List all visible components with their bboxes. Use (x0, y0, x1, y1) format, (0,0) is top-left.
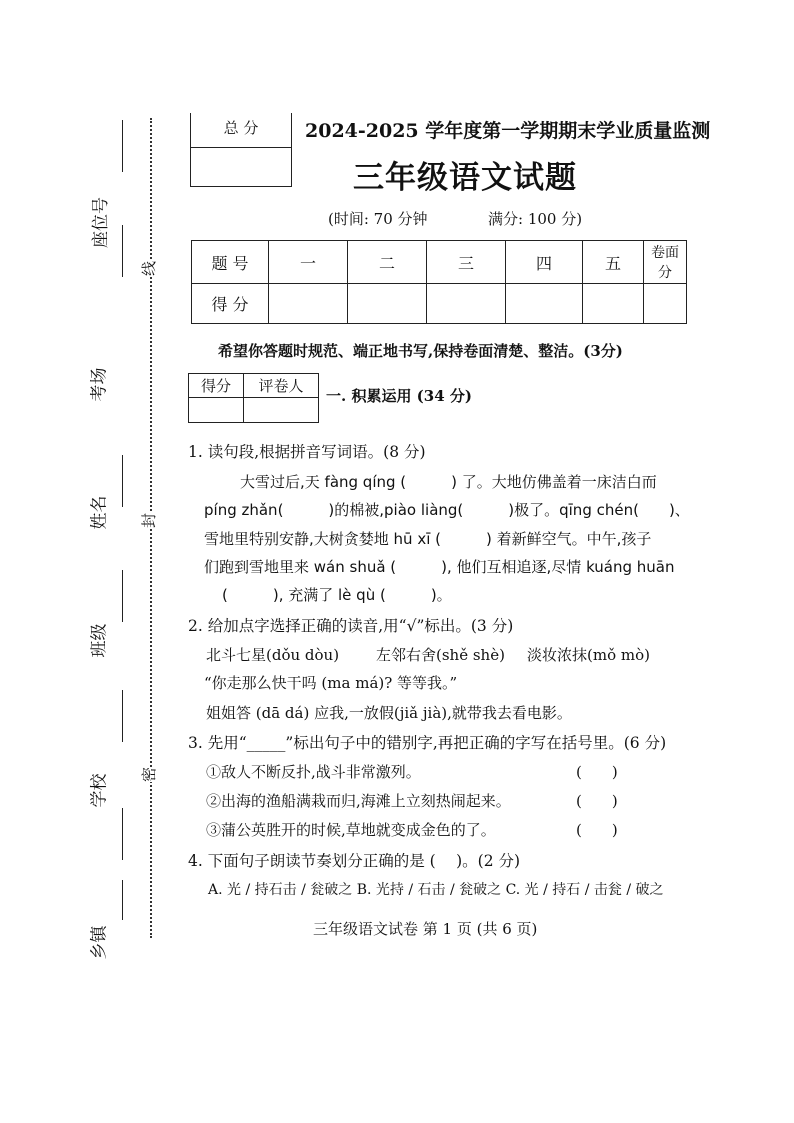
seal-word-line: 线 (136, 261, 161, 276)
instruction-text: 希望你答题时规范、端正地书写,保持卷面清楚、整洁。(3分) (218, 342, 623, 360)
grader-name-label: 评卷人 (244, 374, 319, 398)
seat-number-label: 座位号 (91, 197, 111, 248)
school-label: 学校 (89, 773, 110, 808)
q2-title: 2. 给加点字选择正确的读音,用“√”标出。(3 分) (188, 617, 514, 635)
exam-room-label: 考场 (89, 367, 110, 402)
score-table-col-2: 二 (348, 241, 427, 284)
score-table-col-1: 一 (269, 241, 348, 284)
q3-sentence-2: ②出海的渔船满栽而归,海滩上立刻热闹起来。 (206, 792, 511, 810)
section1-title: 一. 积累运用 (34 分) (326, 387, 472, 405)
q4-options: A. 光 / 持石击 / 瓮破之 B. 光持 / 石击 / 瓮破之 C. 光 / 持石 / 击瓮 / 破之 (208, 882, 664, 898)
score-table-row-label: 得 分 (192, 284, 269, 324)
q2-line-3: 姐姐答 (dā dá) 应我,一放假(jiǎ jià),就带我去看电影。 (206, 704, 572, 722)
q2-item-1: 北斗七星(dǒu dòu) (206, 646, 340, 664)
score-cell[interactable] (269, 284, 348, 324)
q1-line3: 雪地里特别安静,大树贪婪地 hū xī ( ) 着新鲜空气。中午,孩子 (204, 530, 652, 548)
score-table-col-5: 五 (583, 241, 644, 284)
q3-title: 3. 先用“_____”标出句子中的错别字,再把正确的字写在括号里。(6 分) (188, 734, 667, 752)
score-cell[interactable] (644, 284, 687, 324)
exam-title-line2: 三年级语文试题 (353, 160, 577, 196)
q3-answer-bracket-1[interactable]: ( ) (576, 763, 618, 781)
page-footer: 三年级语文试卷 第 1 页 (共 6 页) (313, 920, 538, 938)
grader-table (188, 373, 319, 423)
q3-sentence-3: ③蒲公英胜开的时候,草地就变成金色的了。 (206, 821, 496, 839)
township-label: 乡镇 (89, 925, 110, 960)
score-table (191, 240, 687, 324)
q1-line5: ( ), 充满了 lè qù ( )。 (222, 586, 452, 604)
total-score-box (190, 113, 292, 187)
q4-title: 4. 下面句子朗读节奏划分正确的是 ( )。(2 分) (188, 852, 521, 870)
grader-name-field[interactable] (244, 398, 319, 423)
q1-title: 1. 读句段,根据拼音写词语。(8 分) (188, 443, 426, 461)
class-label: 班级 (89, 623, 110, 658)
q3-sentence-1: ①敌人不断反扑,战斗非常激列。 (206, 763, 421, 781)
name-label: 姓名 (89, 495, 110, 530)
grader-score-label: 得分 (189, 374, 244, 398)
score-table-col-neatness: 卷面分 (644, 241, 687, 284)
exam-full-score: 满分: 100 分) (488, 210, 583, 228)
q3-answer-bracket-2[interactable]: ( ) (576, 792, 618, 810)
score-cell[interactable] (506, 284, 583, 324)
score-table-col-3: 三 (427, 241, 506, 284)
score-cell[interactable] (348, 284, 427, 324)
score-table-header-label: 题 号 (192, 241, 269, 284)
total-score-field[interactable] (191, 148, 291, 186)
score-cell[interactable] (427, 284, 506, 324)
seal-word-seal: 封 (136, 513, 161, 528)
q1-line1: 大雪过后,天 fàng qíng ( ) 了。大地仿佛盖着一床洁白而 (240, 473, 657, 491)
q3-answer-bracket-3[interactable]: ( ) (576, 821, 618, 839)
total-score-label: 总 分 (191, 113, 291, 148)
score-table-col-4: 四 (506, 241, 583, 284)
q2-item-3: 淡妆浓抹(mǒ mò) (527, 646, 650, 664)
q1-line2: píng zhǎn( )的棉被,piào liàng( )极了。qīng chén( )、 (204, 501, 690, 519)
exam-time: (时间: 70 分钟 (328, 210, 428, 228)
q2-item-2: 左邻右舍(shě shè) (376, 646, 505, 664)
q1-line4: 们跑到雪地里来 wán shuǎ ( ), 他们互相追逐,尽情 kuáng huān (204, 558, 675, 576)
score-cell[interactable] (583, 284, 644, 324)
q2-line-2: “你走那么快干吗 (ma má)? 等等我。” (204, 674, 458, 692)
exam-title-line1: 2024-2025 学年度第一学期期末学业质量监测 (305, 120, 711, 142)
grader-score-field[interactable] (189, 398, 244, 423)
seal-word-secret: 密 (136, 767, 161, 782)
